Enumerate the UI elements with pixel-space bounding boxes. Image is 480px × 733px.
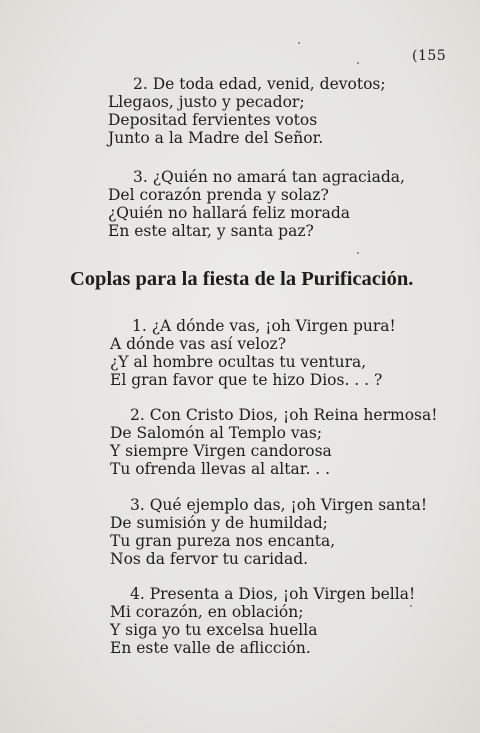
verse-line: 4. Presenta a Dios, ¡oh Virgen bella! [130,585,416,603]
verse-line: En este valle de aflicción. [110,639,311,657]
paper-speck [357,62,359,64]
verse-line: ¿Y al hombre ocultas tu ventura, [110,353,367,371]
verse-line: 1. ¿A dónde vas, ¡oh Virgen pura! [132,317,396,335]
paper-speck [357,252,359,254]
verse-line: Del corazón prenda y solaz? [108,186,329,204]
page-number: (155 [412,48,447,64]
verse-line: Llegaos, justo y pecador; [108,93,305,111]
verse-line: Nos da fervor tu caridad. [110,550,309,568]
verse-line: Junto a la Madre del Señor. [108,129,324,147]
verse-line: 3. Qué ejemplo das, ¡oh Virgen santa! [130,496,428,514]
verse-line: Depositad fervientes votos [108,111,318,129]
section-heading: Coplas para la fiesta de la Purificación. [70,268,414,290]
paper-speck [298,42,300,44]
verse-line: De sumisión y de humildad; [110,514,328,532]
verse-line: A dónde vas así veloz? [110,335,287,353]
verse-line: Y siga yo tu excelsa huella [110,621,318,639]
verse-line: 2. Con Cristo Dios, ¡oh Reina hermosa! [130,406,438,424]
verse-line: 2. De toda edad, venid, devotos; [133,75,386,93]
verse-line: De Salomón al Templo vas; [110,424,323,442]
verse-line: Tu gran pureza nos encanta, [110,532,336,550]
verse-line: Mi corazón, en oblación; [110,603,304,621]
verse-line: En este altar, y santa paz? [108,222,314,240]
verse-line: El gran favor que te hizo Dios. . . ? [110,371,383,389]
verse-line: 3. ¿Quién no amará tan agraciada, [133,168,405,186]
verse-line: ¿Quién no hallará feliz morada [108,204,350,222]
verse-line: Y siempre Virgen candorosa [110,442,332,460]
paper-speck [410,605,412,607]
verse-line: Tu ofrenda llevas al altar. . . [110,460,331,478]
